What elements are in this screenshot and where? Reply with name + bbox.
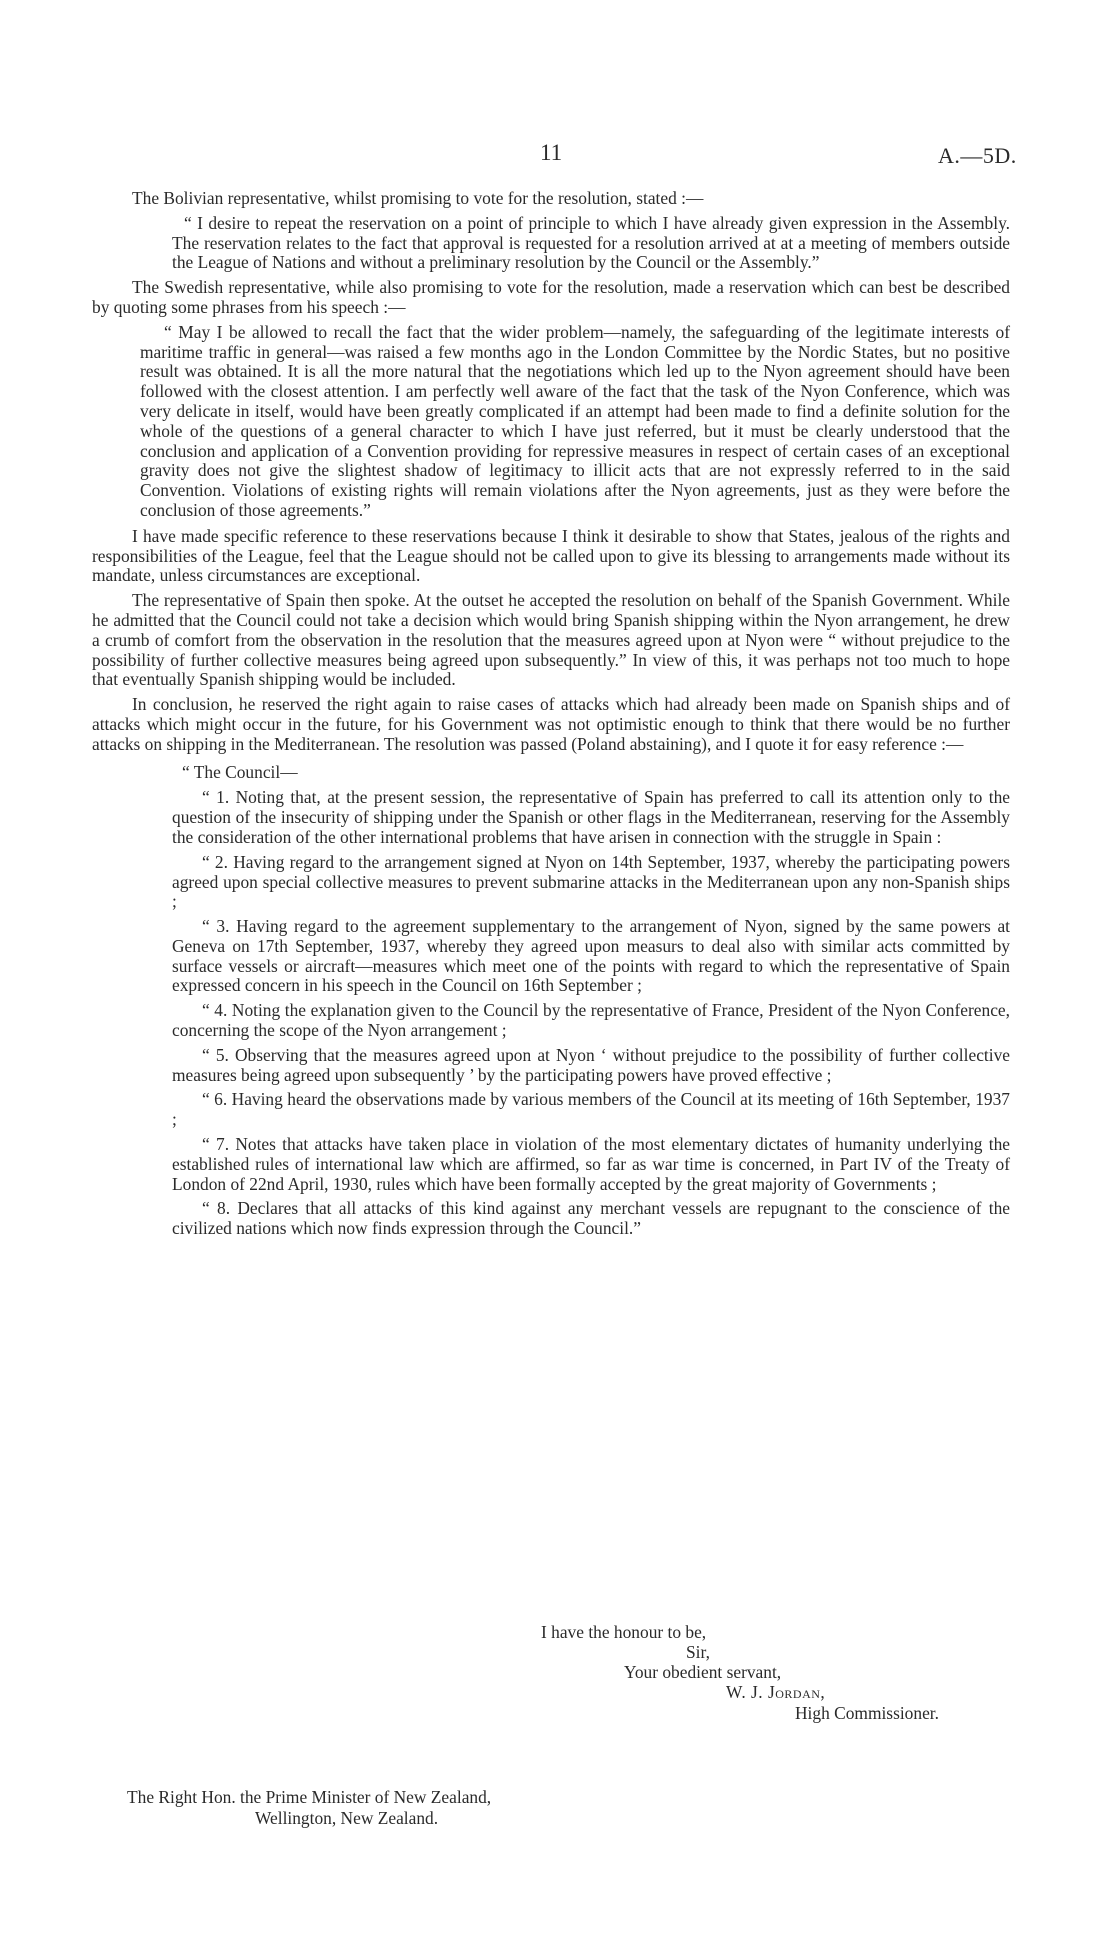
resolution-item: “ 2. Having regard to the arrangement signed at Nyon on 14th September, 1937, whereby the participating powers agreed upon special collective measures to prevent submarine attacks in the Mediterranean upon any non-Spanish ships ;	[172, 851, 1010, 912]
page-number: 11	[540, 140, 563, 165]
resolution-item: “ 3. Having regard to the agreement supplementary to the arrangement of Nyon, signed by the same powers at Geneva on 17th September, 1937, whereby they agreed upon measurs to deal also with similar acts committed by surface vessels or aircraft—measures which meet one of the points with regard to which the representative of Spain expressed concern in his speech in the Council on 16th September ;	[172, 916, 1010, 996]
signoff-servant: Your obedient servant,	[624, 1662, 782, 1682]
resolution-item: “ 7. Notes that attacks have taken place in violation of the most elementary dictates of humanity underlying the established rules of international law which are affirmed, so far as war time is concerned, in Part IV of the Treaty of London of 22nd April, 1930, rules which have been formally accepted by the great majority of Governments ;	[172, 1134, 1010, 1194]
bolivian-quote-text: “ I desire to repeat the reservation on a point of principle to which I have already given expression in the Assembly. The reservation relates to the fact that approval is requested for a resolution arrived at at a meeting of members outside the League of Nations and without a preliminary resolution by the Council or the Assembly.”	[172, 212, 1010, 273]
signatory-name: W. J. Jordan,	[726, 1682, 826, 1702]
signatory-title: High Commissioner.	[795, 1703, 939, 1723]
addressee-line-1: The Right Hon. the Prime Minister of New Zealand,	[127, 1787, 492, 1807]
document-reference: A.—5D.	[938, 143, 1017, 168]
resolution-item: “ 5. Observing that the measures agreed upon at Nyon ‘ without prejudice to the possibility of further collective measures being agreed upon subsequently ’ by the participating powers have proved effective ;	[172, 1044, 1010, 1085]
resolution-item: “ 8. Declares that all attacks of this kind against any merchant vessels are repugnant to the conscience of the civilized nations which now finds expression through the Council.”	[172, 1198, 1010, 1239]
letter-body	[92, 189, 1010, 1244]
signoff-closing: I have the honour to be,	[541, 1622, 707, 1642]
spain-paragraph: The representative of Spain then spoke. At the outset he accepted the resolution on behalf of the Spanish Government. While he admitted that the Council could not take a decision which would bring Spanish shipping within the Nyon arrangement, he drew a crumb of comfort from the observation in the resolution that the measures agreed upon at Nyon were “ without prejudice to the possibility of further collective measures being agreed upon subsequently.” In view of this, it was perhaps not too much to hope that eventually Spanish shipping would be included.	[92, 590, 1010, 690]
resolution-items	[92, 788, 1010, 1239]
reservations-comment-paragraph: I have made specific reference to these reservations because I think it desirable to show that States, jealous of the rights and responsibilities of the League, feel that the League should not be called upon to give its blessing to arrangements made without its mandate, unless circumstances are exceptional.	[92, 525, 1010, 586]
swedish-quote	[92, 323, 1010, 521]
addressee-line-2: Wellington, New Zealand.	[255, 1808, 439, 1828]
conclusion-paragraph: In conclusion, he reserved the right again to raise cases of attacks which had already been made on Spanish ships and of attacks which might occur in the future, for his Government was not optimistic enough to think that there would be no further attacks on shipping in the Mediterranean. The resolution was passed (Poland abstaining), and I quote it for easy reference :—	[92, 694, 1010, 754]
addressee-block	[127, 1787, 491, 1829]
swedish-quote-text: “ May I be allowed to recall the fact that the wider problem—namely, the safeguarding of the legitimate interests of maritime traffic in general—was raised a few months ago in the London Committee by the Nordic States, but no positive result was obtained. It is all the more natural that the negotiations which led up to the Nyon agreement should have been followed with the closest attention. I am perfectly well aware of the fact that the task of the Nyon Conference, which was very delicate in itself, would have been greatly complicated if an attempt had been made to find a definite solution for the whole of the questions of a general character to which I have just referred, but it must be clearly understood that the conclusion and application of a Convention providing for repressive measures in respect of certain cases of an exceptional gravity does not give the slightest shadow of legitimacy to illicit acts that are not expressly referred to in the said Convention. Violations of existing rights will remain violations after the Nyon agreements, just as they were before the conclusion of those agreements.”	[140, 321, 1010, 520]
swedish-intro-paragraph: The Swedish representative, while also promising to vote for the resolution, made a reservation which can best be described by quoting some phrases from his speech :—	[92, 277, 1010, 317]
bolivian-intro-paragraph: The Bolivian representative, whilst promising to vote for the resolution, stated :—	[132, 188, 704, 208]
resolution-item: “ 6. Having heard the observations made by various members of the Council at its meeting of 16th September, 1937 ;	[172, 1089, 1010, 1130]
resolution-item: “ 4. Noting the explanation given to the Council by the representative of France, President of the Nyon Conference, concerning the scope of the Nyon arrangement ;	[172, 1000, 1010, 1041]
bolivian-quote	[92, 214, 1010, 273]
signoff-salutation: Sir,	[686, 1642, 710, 1662]
resolution-item: “ 1. Noting that, at the present session, the representative of Spain has preferred to call its attention only to the question of the insecurity of shipping under the Spanish or other flags in the Mediterranean, reserving for the Assembly the consideration of the other international problems that have arisen in connection with the struggle in Spain :	[172, 787, 1010, 847]
resolution-heading: “ The Council—	[182, 761, 298, 782]
